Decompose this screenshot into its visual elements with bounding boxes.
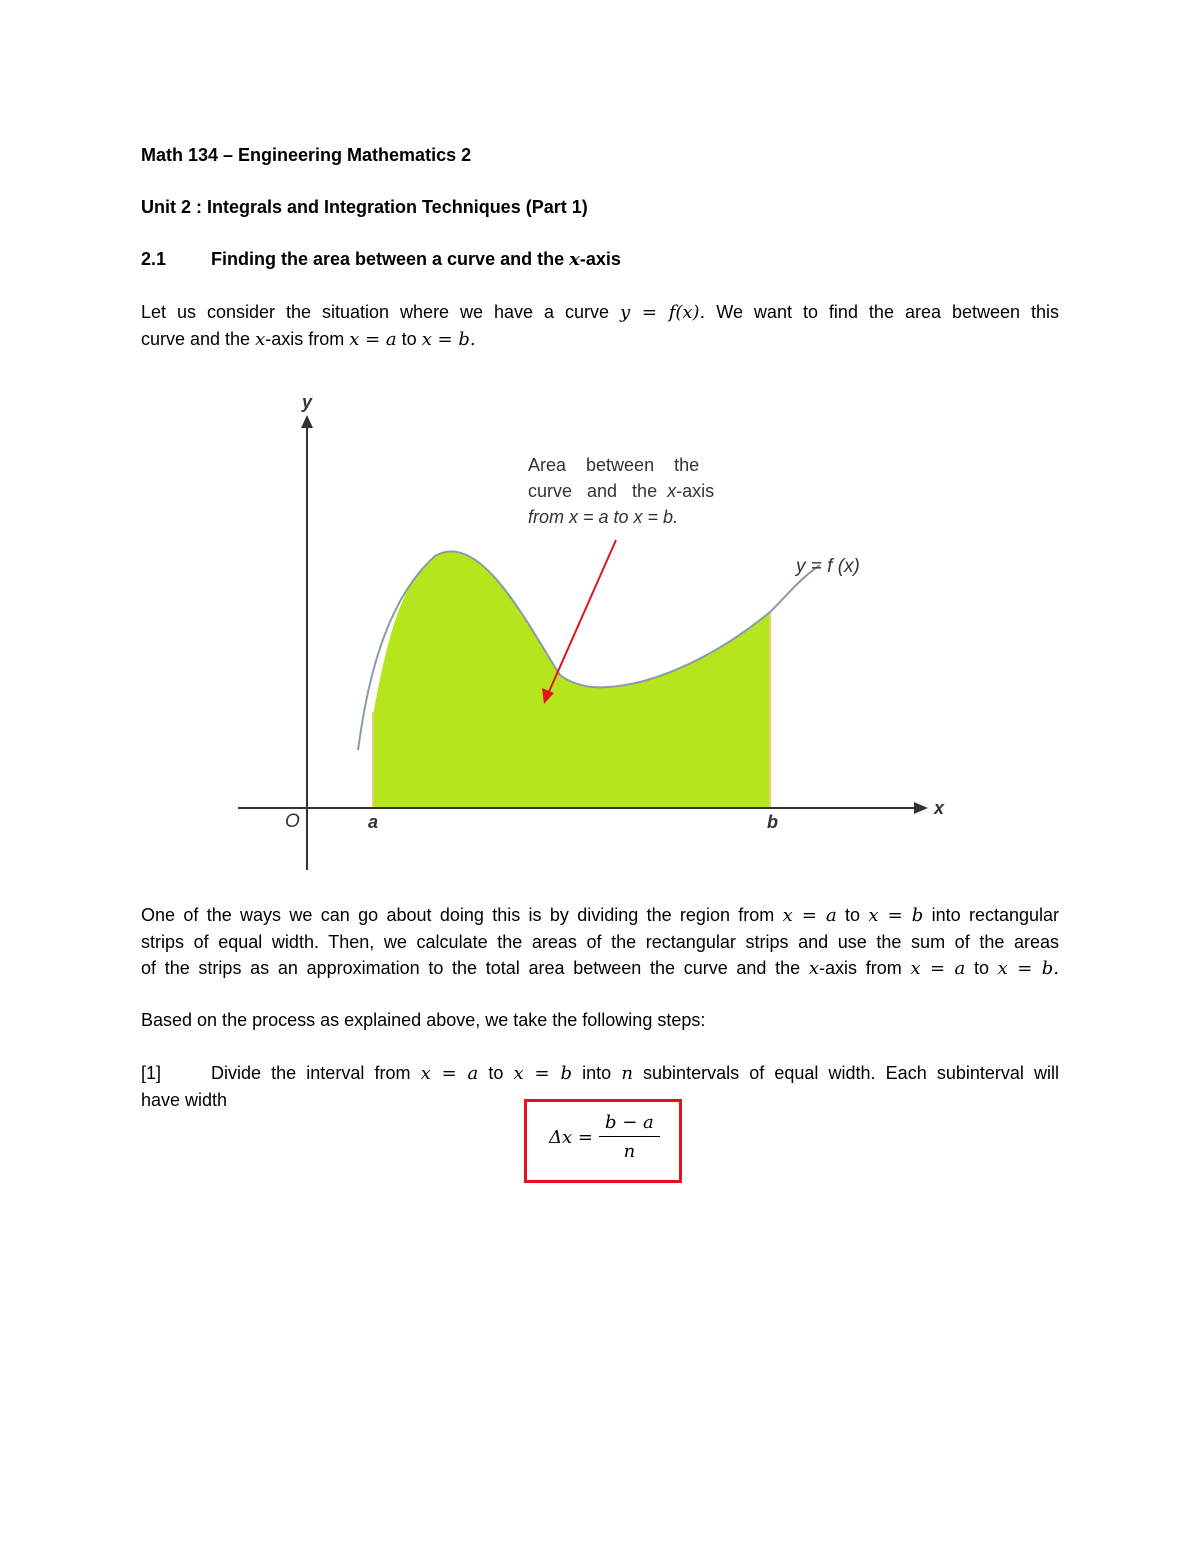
method-text-5: -axis from	[819, 958, 911, 978]
method-text-6: to	[965, 958, 998, 978]
step-1-eq-1: x = a	[420, 1063, 479, 1084]
step-1-text-1: Divide the interval from	[211, 1063, 421, 1083]
annotation-line-2	[528, 481, 714, 501]
delta-x-formula	[549, 1112, 660, 1162]
intro-equation-y: y = f(x).	[620, 302, 706, 323]
unit-title: Unit 2 : Integrals and Integration Techniques (Part 1)	[141, 197, 588, 217]
method-eq-2: x = b	[868, 905, 924, 926]
y-axis-label: y	[302, 392, 313, 412]
a-label: a	[368, 812, 379, 832]
step-1-line-1	[141, 1060, 1059, 1087]
method-eq-4: x = b.	[997, 958, 1059, 979]
formula-lhs: Δx =	[549, 1126, 593, 1148]
method-text-3: into rectangular	[923, 905, 1060, 925]
x-axis-label: x	[934, 798, 945, 818]
annotation-line-1: Area between the	[528, 455, 700, 475]
method-text-2: to	[836, 905, 869, 925]
b-label: b	[767, 812, 778, 832]
step-1-text-4: subintervals of equal width. Each subinterval will	[632, 1063, 1060, 1083]
area-under-curve-figure	[230, 390, 960, 880]
step-1-text-2: to	[478, 1063, 514, 1083]
method-line-3	[141, 955, 1059, 982]
step-1-number: [1]	[141, 1063, 162, 1083]
method-paragraph	[141, 902, 1059, 982]
method-var-x: x	[808, 958, 820, 979]
step-1-var-n: n	[621, 1063, 633, 1084]
formula-fraction	[599, 1112, 660, 1162]
intro-var-x: x	[255, 329, 266, 350]
annotation-line-2-var: x	[667, 481, 677, 501]
steps-intro: Based on the process as explained above, we take the following steps:	[141, 1010, 706, 1030]
method-eq-3: x = a	[910, 958, 966, 979]
step-1-text-3: into	[572, 1063, 622, 1083]
y-axis-arrowhead	[301, 415, 313, 428]
section-title-post: -axis	[579, 249, 621, 269]
intro-text-3: curve and the	[141, 329, 256, 349]
intro-text-4: -axis from	[265, 329, 350, 349]
section-title-pre: Finding the area between a curve and the	[211, 249, 570, 269]
formula-denominator: n	[623, 1141, 636, 1162]
origin-label: O	[285, 811, 300, 832]
shaded-area-region	[373, 551, 770, 808]
intro-equation-a: x = a	[349, 329, 397, 350]
intro-equation-b: x = b.	[421, 329, 476, 350]
delta-x-formula-box	[524, 1099, 682, 1183]
annotation-line-2-post: -axis	[676, 481, 715, 501]
method-line-2: strips of equal width. Then, we calculate the areas of the rectangular strips and use the sum of the areas	[141, 932, 1059, 952]
step-1-line-2: have width	[141, 1090, 228, 1110]
section-heading	[141, 249, 621, 270]
formula-numerator: b − a	[599, 1112, 660, 1137]
section-title-var: x	[569, 249, 580, 270]
step-1-eq-2: x = b	[513, 1063, 573, 1084]
annotation-line-3: from x = a to x = b.	[528, 507, 679, 527]
intro-text-2: We want to find the area between this	[705, 302, 1059, 322]
intro-line-2	[141, 326, 1059, 353]
course-title: Math 134 – Engineering Mathematics 2	[141, 145, 472, 165]
annotation-line-2-pre: curve and the	[528, 481, 668, 501]
x-axis-arrowhead	[914, 802, 928, 814]
curve-label: y = f (x)	[796, 556, 860, 577]
annotation-arrow-line	[548, 540, 616, 694]
section-number: 2.1	[141, 249, 167, 269]
intro-paragraph	[141, 299, 1059, 353]
method-text-1: One of the ways we can go about doing this is by dividing the region from	[141, 905, 783, 925]
method-eq-1: x = a	[782, 905, 837, 926]
intro-text-5: to	[396, 329, 422, 349]
method-text-4: of the strips as an approximation to the total area between the curve and the	[141, 958, 809, 978]
intro-line-1	[141, 299, 1059, 326]
method-line-1	[141, 902, 1059, 929]
intro-text-1: Let us consider the situation where we have a curve	[141, 302, 621, 322]
